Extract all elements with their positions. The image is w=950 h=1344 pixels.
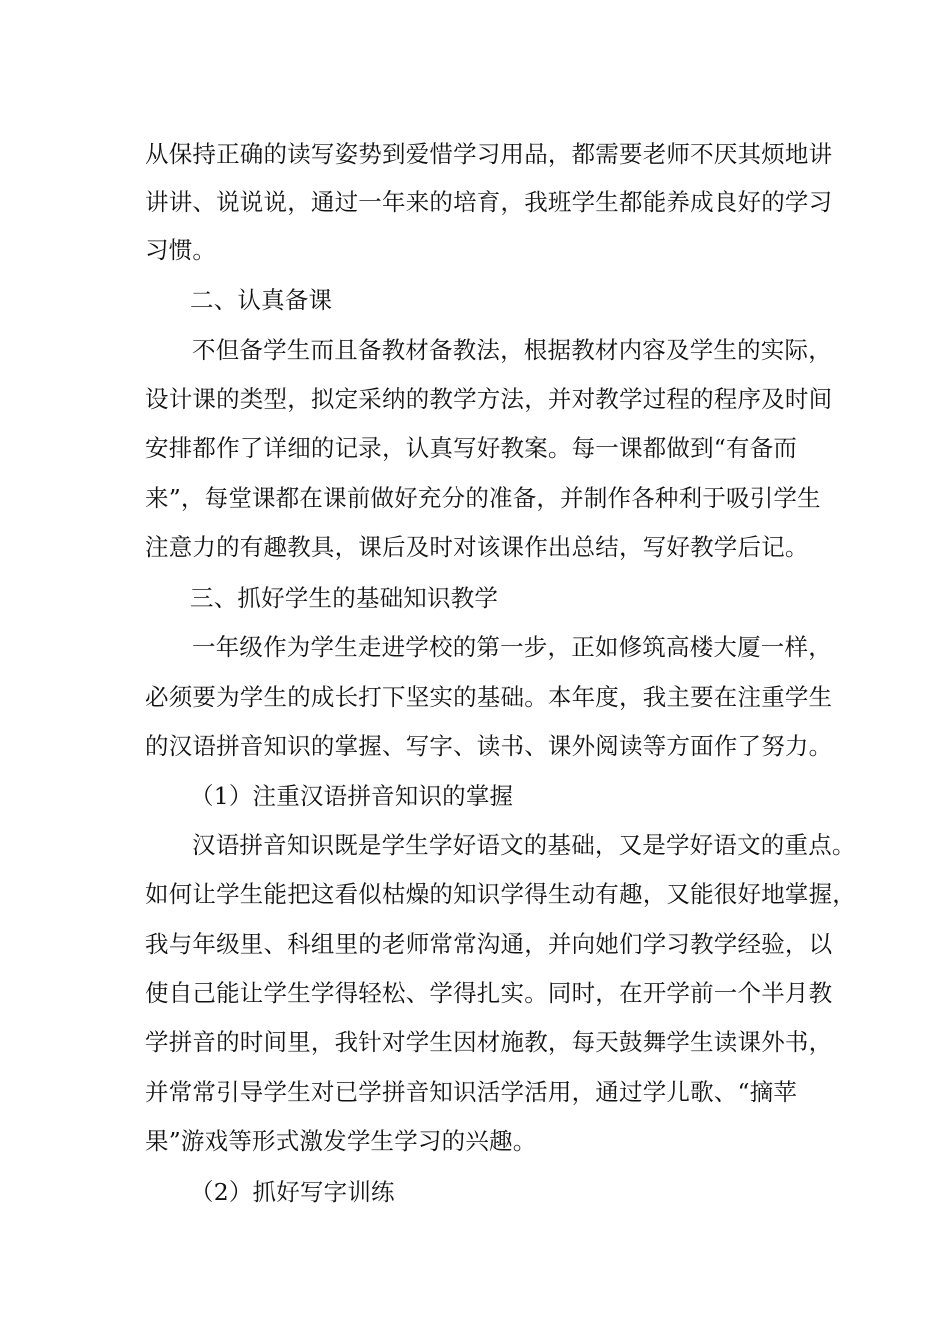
paragraph-line: 如何让学生能把这看似枯燥的知识学得生动有趣，又能很好地掌握， bbox=[145, 880, 856, 908]
paragraph-line: 安排都作了详细的记录，认真写好教案。每一课都做到“有备而 bbox=[145, 434, 798, 462]
section-heading: 二、认真备课 bbox=[190, 286, 333, 314]
paragraph-line: 习惯。 bbox=[145, 236, 217, 264]
paragraph-line: 从保持正确的读写姿势到爱惜学习用品，都需要老师不厌其烦地讲 bbox=[145, 140, 833, 168]
paragraph-line: 的汉语拼音知识的掌握、写字、读书、课外阅读等方面作了努力。 bbox=[145, 732, 833, 760]
paragraph-line: 一年级作为学生走进学校的第一步，正如修筑高楼大厦一样， bbox=[192, 633, 832, 661]
paragraph-line: 注意力的有趣教具，课后及时对该课作出总结，写好教学后记。 bbox=[145, 533, 809, 561]
paragraph-line: 学拼音的时间里，我针对学生因材施教，每天鼓舞学生读课外书， bbox=[145, 1028, 833, 1056]
subsection-heading: （2）抓好写字训练 bbox=[190, 1178, 395, 1206]
paragraph-line: 使自己能让学生学得轻松、学得扎实。同时，在开学前一个半月教 bbox=[145, 979, 833, 1007]
subsection-heading: （1）注重汉语拼音知识的掌握 bbox=[190, 782, 514, 810]
section-heading: 三、抓好学生的基础知识教学 bbox=[190, 584, 499, 612]
paragraph-line: 果”游戏等形式激发学生学习的兴趣。 bbox=[145, 1127, 537, 1155]
paragraph-line: 不但备学生而且备教材备教法，根据教材内容及学生的实际， bbox=[192, 336, 832, 364]
paragraph-line: 汉语拼音知识既是学生学好语文的基础，又是学好语文的重点。 bbox=[192, 831, 856, 859]
paragraph-line: 来”，每堂课都在课前做好充分的准备，并制作各种利于吸引学生 bbox=[145, 484, 821, 512]
paragraph-line: 设计课的类型，拟定采纳的教学方法，并对教学过程的程序及时间 bbox=[145, 385, 833, 413]
paragraph-line: 我与年级里、科组里的老师常常沟通，并向她们学习教学经验，以 bbox=[145, 930, 833, 958]
paragraph-line: 必须要为学生的成长打下坚实的基础。本年度，我主要在注重学生 bbox=[145, 683, 833, 711]
paragraph-line: 并常常引导学生对已学拼音知识活学活用，通过学儿歌、“摘苹 bbox=[145, 1078, 798, 1106]
paragraph-line: 讲讲、说说说，通过一年来的培育，我班学生都能养成良好的学习 bbox=[145, 188, 833, 216]
